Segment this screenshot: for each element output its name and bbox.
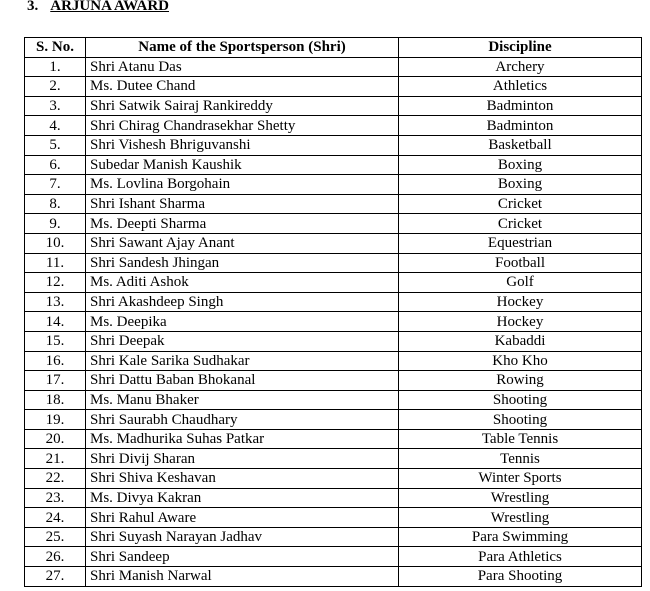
row-discipline: Wrestling bbox=[399, 488, 642, 508]
row-discipline: Hockey bbox=[399, 312, 642, 332]
row-discipline: Boxing bbox=[399, 175, 642, 195]
row-discipline: Hockey bbox=[399, 292, 642, 312]
row-serial-number: 27. bbox=[25, 567, 86, 587]
row-discipline: Athletics bbox=[399, 77, 642, 97]
row-serial-number: 21. bbox=[25, 449, 86, 469]
row-discipline: Tennis bbox=[399, 449, 642, 469]
row-sportsperson-name: Shri Divij Sharan bbox=[86, 449, 399, 469]
row-sportsperson-name: Shri Akashdeep Singh bbox=[86, 292, 399, 312]
row-discipline: Football bbox=[399, 253, 642, 273]
row-serial-number: 3. bbox=[25, 96, 86, 116]
row-serial-number: 18. bbox=[25, 390, 86, 410]
table-header-row bbox=[25, 38, 642, 58]
section-title: ARJUNA AWARD bbox=[50, 0, 170, 14]
table-row bbox=[25, 351, 642, 371]
row-discipline: Archery bbox=[399, 57, 642, 77]
row-sportsperson-name: Ms. Divya Kakran bbox=[86, 488, 399, 508]
row-discipline: Boxing bbox=[399, 155, 642, 175]
row-sportsperson-name: Shri Sandeep bbox=[86, 547, 399, 567]
table-body bbox=[25, 57, 642, 586]
row-discipline: Kho Kho bbox=[399, 351, 642, 371]
row-serial-number: 1. bbox=[25, 57, 86, 77]
table-row bbox=[25, 410, 642, 430]
table-row bbox=[25, 116, 642, 136]
row-sportsperson-name: Ms. Deepti Sharma bbox=[86, 214, 399, 234]
row-discipline: Golf bbox=[399, 273, 642, 293]
row-sportsperson-name: Shri Shiva Keshavan bbox=[86, 469, 399, 489]
table-row bbox=[25, 508, 642, 528]
row-sportsperson-name: Shri Kale Sarika Sudhakar bbox=[86, 351, 399, 371]
row-serial-number: 19. bbox=[25, 410, 86, 430]
table-row bbox=[25, 488, 642, 508]
section-number: 3. bbox=[27, 0, 39, 14]
table-row bbox=[25, 469, 642, 489]
row-serial-number: 9. bbox=[25, 214, 86, 234]
row-serial-number: 10. bbox=[25, 233, 86, 253]
header-sno: S. No. bbox=[25, 38, 86, 58]
row-serial-number: 7. bbox=[25, 175, 86, 195]
table-row bbox=[25, 214, 642, 234]
table-row bbox=[25, 77, 642, 97]
row-serial-number: 25. bbox=[25, 527, 86, 547]
row-discipline: Badminton bbox=[399, 96, 642, 116]
row-sportsperson-name: Ms. Aditi Ashok bbox=[86, 273, 399, 293]
row-serial-number: 13. bbox=[25, 292, 86, 312]
row-sportsperson-name: Ms. Lovlina Borgohain bbox=[86, 175, 399, 195]
row-sportsperson-name: Ms. Dutee Chand bbox=[86, 77, 399, 97]
table-row bbox=[25, 292, 642, 312]
row-serial-number: 12. bbox=[25, 273, 86, 293]
row-discipline: Basketball bbox=[399, 135, 642, 155]
row-discipline: Para Swimming bbox=[399, 527, 642, 547]
row-serial-number: 23. bbox=[25, 488, 86, 508]
table-row bbox=[25, 371, 642, 391]
row-serial-number: 20. bbox=[25, 429, 86, 449]
table-row bbox=[25, 567, 642, 587]
row-sportsperson-name: Shri Deepak bbox=[86, 331, 399, 351]
table-row bbox=[25, 429, 642, 449]
row-discipline: Winter Sports bbox=[399, 469, 642, 489]
table-row bbox=[25, 331, 642, 351]
row-sportsperson-name: Ms. Madhurika Suhas Patkar bbox=[86, 429, 399, 449]
row-discipline: Equestrian bbox=[399, 233, 642, 253]
row-serial-number: 4. bbox=[25, 116, 86, 136]
row-sportsperson-name: Subedar Manish Kaushik bbox=[86, 155, 399, 175]
row-sportsperson-name: Shri Rahul Aware bbox=[86, 508, 399, 528]
table-row bbox=[25, 155, 642, 175]
row-discipline: Wrestling bbox=[399, 508, 642, 528]
table-row bbox=[25, 135, 642, 155]
table-row bbox=[25, 273, 642, 293]
row-serial-number: 6. bbox=[25, 155, 86, 175]
header-name: Name of the Sportsperson (Shri) bbox=[86, 38, 399, 58]
row-sportsperson-name: Shri Vishesh Bhriguvanshi bbox=[86, 135, 399, 155]
table-row bbox=[25, 312, 642, 332]
row-sportsperson-name: Shri Manish Narwal bbox=[86, 567, 399, 587]
row-serial-number: 8. bbox=[25, 194, 86, 214]
row-serial-number: 2. bbox=[25, 77, 86, 97]
table-row bbox=[25, 57, 642, 77]
row-discipline: Para Shooting bbox=[399, 567, 642, 587]
table-row bbox=[25, 527, 642, 547]
row-sportsperson-name: Shri Saurabh Chaudhary bbox=[86, 410, 399, 430]
table-row bbox=[25, 253, 642, 273]
arjuna-award-table bbox=[24, 37, 642, 587]
row-serial-number: 17. bbox=[25, 371, 86, 391]
table-row bbox=[25, 194, 642, 214]
row-discipline: Rowing bbox=[399, 371, 642, 391]
row-discipline: Shooting bbox=[399, 410, 642, 430]
row-discipline: Cricket bbox=[399, 194, 642, 214]
row-discipline: Kabaddi bbox=[399, 331, 642, 351]
row-serial-number: 14. bbox=[25, 312, 86, 332]
section-heading bbox=[27, 0, 169, 15]
row-serial-number: 5. bbox=[25, 135, 86, 155]
row-sportsperson-name: Shri Sandesh Jhingan bbox=[86, 253, 399, 273]
row-sportsperson-name: Shri Chirag Chandrasekhar Shetty bbox=[86, 116, 399, 136]
row-discipline: Para Athletics bbox=[399, 547, 642, 567]
table-row bbox=[25, 175, 642, 195]
row-discipline: Table Tennis bbox=[399, 429, 642, 449]
table-row bbox=[25, 390, 642, 410]
row-discipline: Shooting bbox=[399, 390, 642, 410]
row-serial-number: 11. bbox=[25, 253, 86, 273]
row-sportsperson-name: Shri Ishant Sharma bbox=[86, 194, 399, 214]
row-sportsperson-name: Ms. Deepika bbox=[86, 312, 399, 332]
row-sportsperson-name: Shri Suyash Narayan Jadhav bbox=[86, 527, 399, 547]
row-sportsperson-name: Shri Sawant Ajay Anant bbox=[86, 233, 399, 253]
row-sportsperson-name: Shri Satwik Sairaj Rankireddy bbox=[86, 96, 399, 116]
row-serial-number: 22. bbox=[25, 469, 86, 489]
row-serial-number: 16. bbox=[25, 351, 86, 371]
row-sportsperson-name: Shri Dattu Baban Bhokanal bbox=[86, 371, 399, 391]
header-discipline: Discipline bbox=[399, 38, 642, 58]
row-discipline: Badminton bbox=[399, 116, 642, 136]
row-serial-number: 24. bbox=[25, 508, 86, 528]
row-sportsperson-name: Ms. Manu Bhaker bbox=[86, 390, 399, 410]
table-row bbox=[25, 449, 642, 469]
row-serial-number: 26. bbox=[25, 547, 86, 567]
table-row bbox=[25, 547, 642, 567]
table-row bbox=[25, 96, 642, 116]
row-sportsperson-name: Shri Atanu Das bbox=[86, 57, 399, 77]
row-discipline: Cricket bbox=[399, 214, 642, 234]
row-serial-number: 15. bbox=[25, 331, 86, 351]
table-row bbox=[25, 233, 642, 253]
